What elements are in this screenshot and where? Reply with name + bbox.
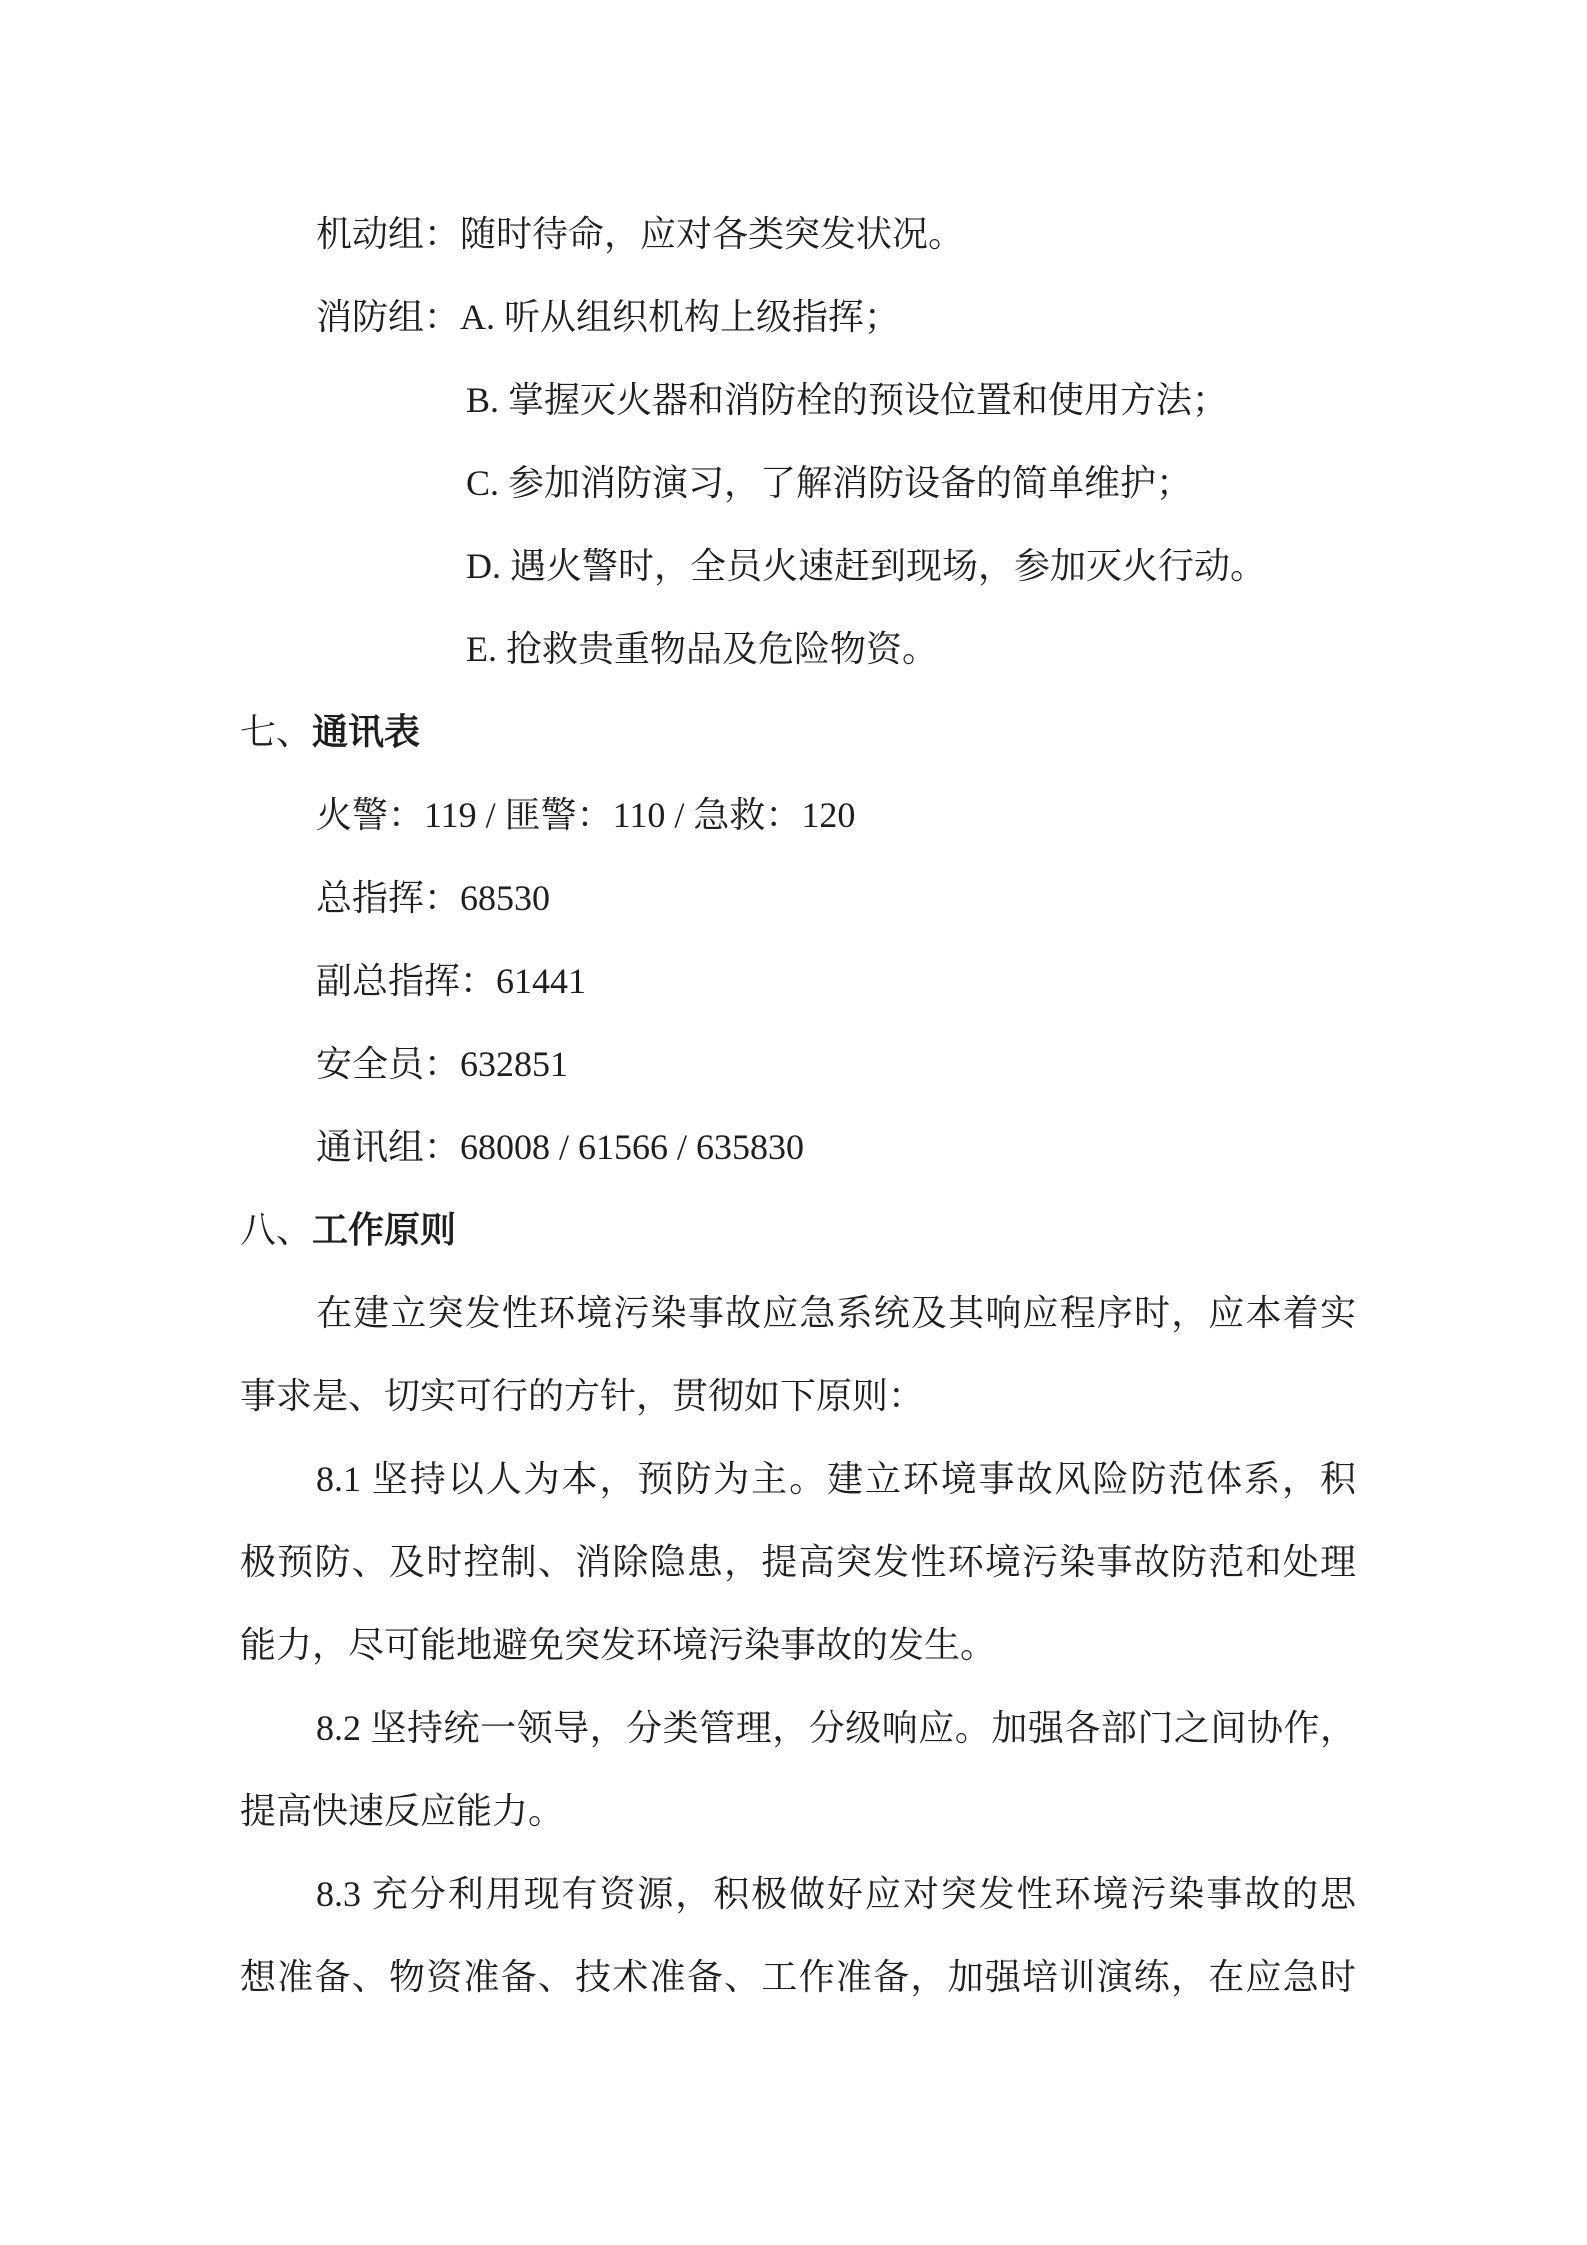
paragraph-line: 在建立突发性环境污染事故应急系统及其响应程序时，应本着实	[316, 1293, 1356, 1333]
paragraph-line: 想准备、物资准备、技术准备、工作准备，加强培训演练，在应急时	[240, 1957, 1356, 1997]
document-content	[240, 193, 1356, 2019]
section-heading-work-principles	[240, 1189, 1356, 1272]
section-heading-contact-table	[240, 691, 1356, 774]
heading-number: 八、	[240, 1210, 313, 1250]
paragraph-line-8-3: 8.3 充分利用现有资源，积极做好应对突发性环境污染事故的思	[316, 1874, 1356, 1914]
list-item-d: D. 遇火警时，全员火速赶到现场，参加灭火行动。	[466, 546, 1266, 586]
list-item-mobile-group: 机动组：随时待命，应对各类突发状况。	[316, 214, 965, 254]
list-item-fire-group: 消防组：A. 听从组织机构上级指挥；	[316, 297, 900, 337]
heading-number: 七、	[240, 712, 313, 752]
paragraph-line: 能力，尽可能地避免突发环境污染事故的发生。	[240, 1625, 997, 1665]
paragraph-line: 提高快速反应能力。	[240, 1791, 565, 1831]
contact-line-chief-commander: 总指挥：68530	[316, 878, 551, 918]
list-item-c: C. 参加消防演习，了解消防设备的简单维护；	[466, 463, 1193, 503]
contact-line-deputy-commander: 副总指挥：61441	[316, 961, 587, 1001]
paragraph-line: 极预防、及时控制、消除隐患，提高突发性环境污染事故防范和处理	[240, 1542, 1356, 1582]
paragraph-line-8-1: 8.1 坚持以人为本，预防为主。建立环境事故风险防范体系，积	[316, 1459, 1356, 1499]
list-item-e: E. 抢救贵重物品及危险物资。	[466, 629, 938, 669]
list-item-b: B. 掌握灭火器和消防栓的预设位置和使用方法；	[466, 380, 1229, 420]
contact-line-safety-officer: 安全员：632851	[316, 1044, 569, 1084]
paragraph-line-8-2: 8.2 坚持统一领导，分类管理，分级响应。加强各部门之间协作，	[316, 1708, 1356, 1748]
heading-title: 通讯表	[312, 712, 421, 752]
heading-title: 工作原则	[312, 1210, 457, 1250]
paragraph-line: 事求是、切实可行的方针，贯彻如下原则：	[240, 1376, 925, 1416]
contact-line-emergency-numbers: 火警：119 / 匪警：110 / 急救：120	[316, 795, 856, 835]
contact-line-comms-group: 通讯组：68008 / 61566 / 635830	[316, 1127, 805, 1167]
